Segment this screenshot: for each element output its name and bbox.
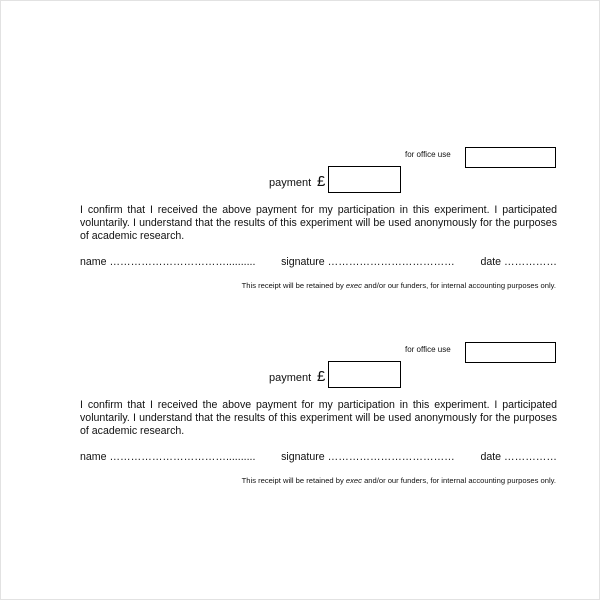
currency-symbol: £ — [317, 368, 326, 385]
office-use-label: for office use — [405, 150, 451, 159]
office-use-label: for office use — [405, 345, 451, 354]
note-italic: exec — [345, 281, 362, 290]
receipt-1 — [1, 147, 600, 327]
payment-amount-box[interactable] — [328, 361, 401, 388]
note-text: and/or our funders, for internal accounting purposes only. — [361, 281, 556, 290]
payment-amount-box[interactable] — [328, 166, 401, 193]
date-field[interactable]: date …………… — [480, 451, 557, 463]
confirmation-text: I confirm that I received the above payment for my participation in this experiment. I participated voluntarily. I understand that the results of this experiment will be used anonymously for the purposes of academic research. — [80, 204, 557, 242]
signature-line — [80, 256, 557, 268]
note-text: and/or our funders, for internal accounting purposes only. — [361, 476, 556, 485]
retention-note — [242, 476, 556, 485]
signature-field[interactable]: signature ……………………………… — [281, 451, 455, 463]
signature-field[interactable]: signature ……………………………… — [281, 256, 455, 268]
office-use-box[interactable] — [465, 342, 556, 363]
receipt-2 — [1, 342, 600, 522]
note-text: This receipt will be retained by — [241, 281, 346, 290]
office-use-box[interactable] — [465, 147, 556, 168]
name-field[interactable]: name …………………………….......... — [80, 451, 256, 463]
currency-symbol: £ — [317, 173, 326, 190]
note-italic: exec — [345, 476, 362, 485]
retention-note — [242, 281, 556, 290]
confirmation-text: I confirm that I received the above payment for my participation in this experiment. I participated voluntarily. I understand that the results of this experiment will be used anonymously for the purposes of academic research. — [80, 399, 557, 437]
date-field[interactable]: date …………… — [480, 256, 557, 268]
signature-line — [80, 451, 557, 463]
payment-label: payment — [269, 372, 312, 384]
payment-label: payment — [269, 177, 312, 189]
note-text: This receipt will be retained by — [241, 476, 346, 485]
name-field[interactable]: name …………………………….......... — [80, 256, 256, 268]
